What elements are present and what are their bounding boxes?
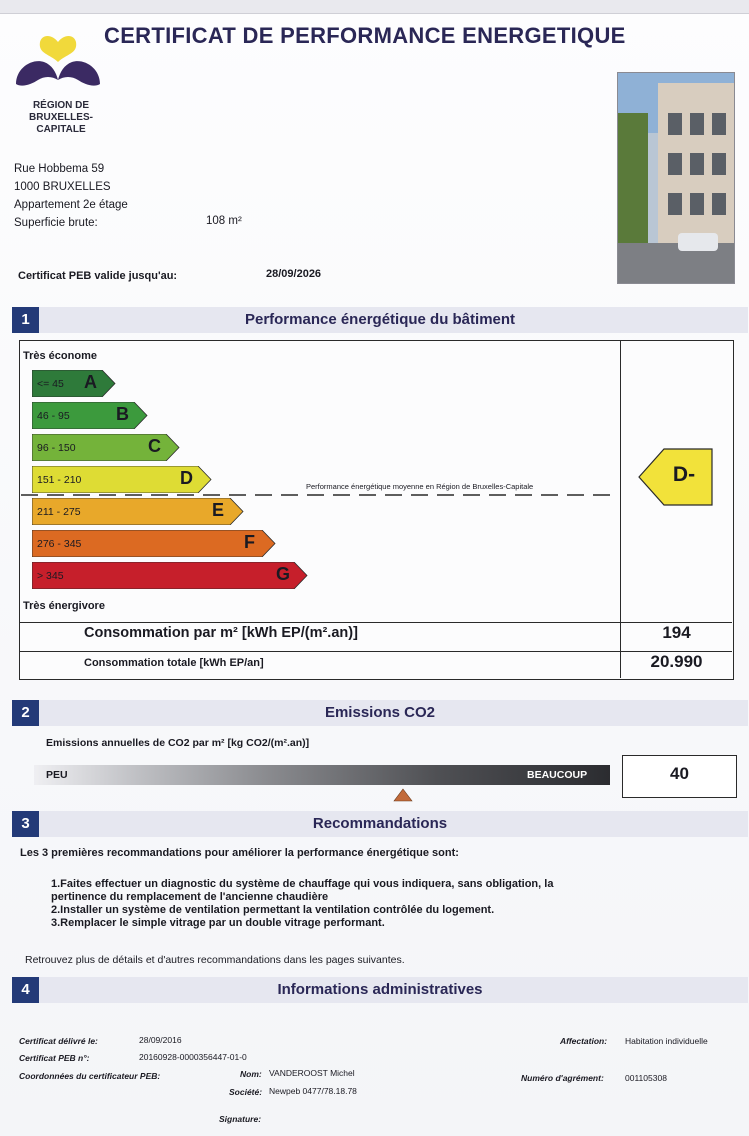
energy-band-f [32, 530, 276, 557]
band-letter: E [212, 500, 225, 520]
section-title: Recommandations [312, 815, 448, 832]
band-letter: A [84, 372, 97, 392]
band-letter: B [116, 404, 129, 424]
section-number: 1 [12, 307, 39, 333]
consumption-value: 194 [662, 623, 691, 642]
band-letter: C [148, 436, 161, 456]
recommendation-item: 3.Remplacer le simple vitrage par un double vitrage performant. [51, 917, 385, 929]
peb-number-label: Certificat PEB n°: [19, 1053, 90, 1063]
co2-subtitle: Emissions annuelles de CO2 par m² [kg CO2/(m².an)] [46, 737, 310, 749]
co2-value: 40 [670, 764, 689, 783]
issued-value: 28/09/2016 [139, 1035, 182, 1045]
scale-divider [620, 340, 621, 622]
band-arrow-shape [32, 562, 308, 589]
section-title: Emissions CO2 [324, 704, 436, 721]
band-letter: G [276, 564, 291, 584]
recommendation-item: 2.Installer un système de ventilation permettant la ventilation contrôlée du logement. [51, 904, 495, 916]
top-edge [0, 0, 749, 14]
band-range: > 345 [37, 570, 64, 582]
section-2-header [12, 700, 748, 726]
building-photo [617, 72, 735, 284]
area-value: 108 m² [206, 215, 242, 227]
certifier-label: Coordonnées du certificateur PEB: [19, 1071, 161, 1081]
peb-number-value: 20160928-0000356447-01-0 [139, 1052, 247, 1062]
assignment-value: Habitation individuelle [625, 1036, 708, 1046]
scale-top-label: Très économe [23, 350, 97, 362]
region-line: BRUXELLES- [29, 112, 93, 123]
recommendations-footer: Retrouvez plus de détails et d'autres recommandations dans les pages suivantes. [25, 954, 405, 966]
scale-bottom-label: Très énergivore [23, 600, 105, 612]
band-range: <= 45 [37, 378, 64, 390]
energy-band-a [32, 370, 116, 397]
rating-value: D- [672, 463, 696, 486]
address-unit: Appartement 2e étage [14, 199, 128, 211]
band-range: 151 - 210 [37, 474, 82, 486]
total-value: 20.990 [650, 652, 703, 671]
average-label: Performance énergétique moyenne en Région de Bruxelles-Capitale [306, 482, 534, 491]
total-label: Consommation totale [kWh EP/an] [84, 657, 264, 669]
recommendations-intro: Les 3 premières recommandations pour améliorer la performance énergétique sont: [20, 847, 459, 859]
company-value: Newpeb 0477/78.18.78 [269, 1086, 357, 1096]
accreditation-label: Numéro d'agrément: [521, 1073, 604, 1083]
page-title: CERTIFICAT DE PERFORMANCE ENERGETIQUE [104, 23, 626, 48]
co2-high-label: BEAUCOUP [527, 769, 588, 781]
accreditation-value: 001105308 [625, 1073, 667, 1083]
section-4-header [12, 977, 748, 1003]
region-name [16, 100, 106, 136]
section-title: Performance énergétique du bâtiment [244, 311, 516, 328]
band-letter: D [180, 468, 193, 488]
recommendation-item: pertinence du remplacement de l'ancienne chaudière [51, 891, 329, 903]
section-title: Informations administratives [277, 981, 483, 998]
region-line: RÉGION DE [32, 100, 90, 111]
band-range: 211 - 275 [37, 506, 81, 518]
co2-gradient-bar [34, 765, 610, 785]
consumption-label: Consommation par m² [kWh EP/(m².an)] [84, 625, 358, 641]
address-city: 1000 BRUXELLES [14, 181, 111, 193]
recommendation-item: 1.Faites effectuer un diagnostic du système de chauffage qui vous indiquera, sans obligation, la [51, 878, 554, 890]
address-street: Rue Hobbema 59 [14, 163, 105, 175]
section-1-header [12, 307, 748, 333]
energy-band-g [32, 562, 308, 589]
signature-label: Signature: [219, 1114, 262, 1124]
section-number: 3 [12, 811, 39, 837]
region-line: CAPITALE [36, 124, 86, 135]
issued-label: Certificat délivré le: [19, 1036, 98, 1046]
region-logo-icon [14, 32, 102, 92]
energy-band-c [32, 434, 180, 461]
validity-label: Certificat PEB valide jusqu'au: [18, 270, 178, 282]
energy-band-e [32, 498, 244, 525]
band-range: 96 - 150 [37, 442, 76, 454]
name-label: Nom: [240, 1069, 262, 1079]
band-letter: F [244, 532, 255, 552]
validity-date: 28/09/2026 [266, 268, 322, 280]
section-number: 2 [12, 700, 39, 726]
band-range: 46 - 95 [37, 410, 70, 422]
co2-marker-icon [393, 788, 413, 802]
section-number: 4 [12, 977, 39, 1003]
energy-band-b [32, 402, 148, 429]
name-value: VANDEROOST Michel [269, 1068, 355, 1078]
co2-low-label: PEU [46, 769, 68, 781]
area-label: Superficie brute: [14, 217, 98, 229]
company-label: Société: [229, 1087, 263, 1097]
band-range: 276 - 345 [37, 538, 82, 550]
assignment-label: Affectation: [560, 1036, 608, 1046]
section-3-header [12, 811, 748, 837]
